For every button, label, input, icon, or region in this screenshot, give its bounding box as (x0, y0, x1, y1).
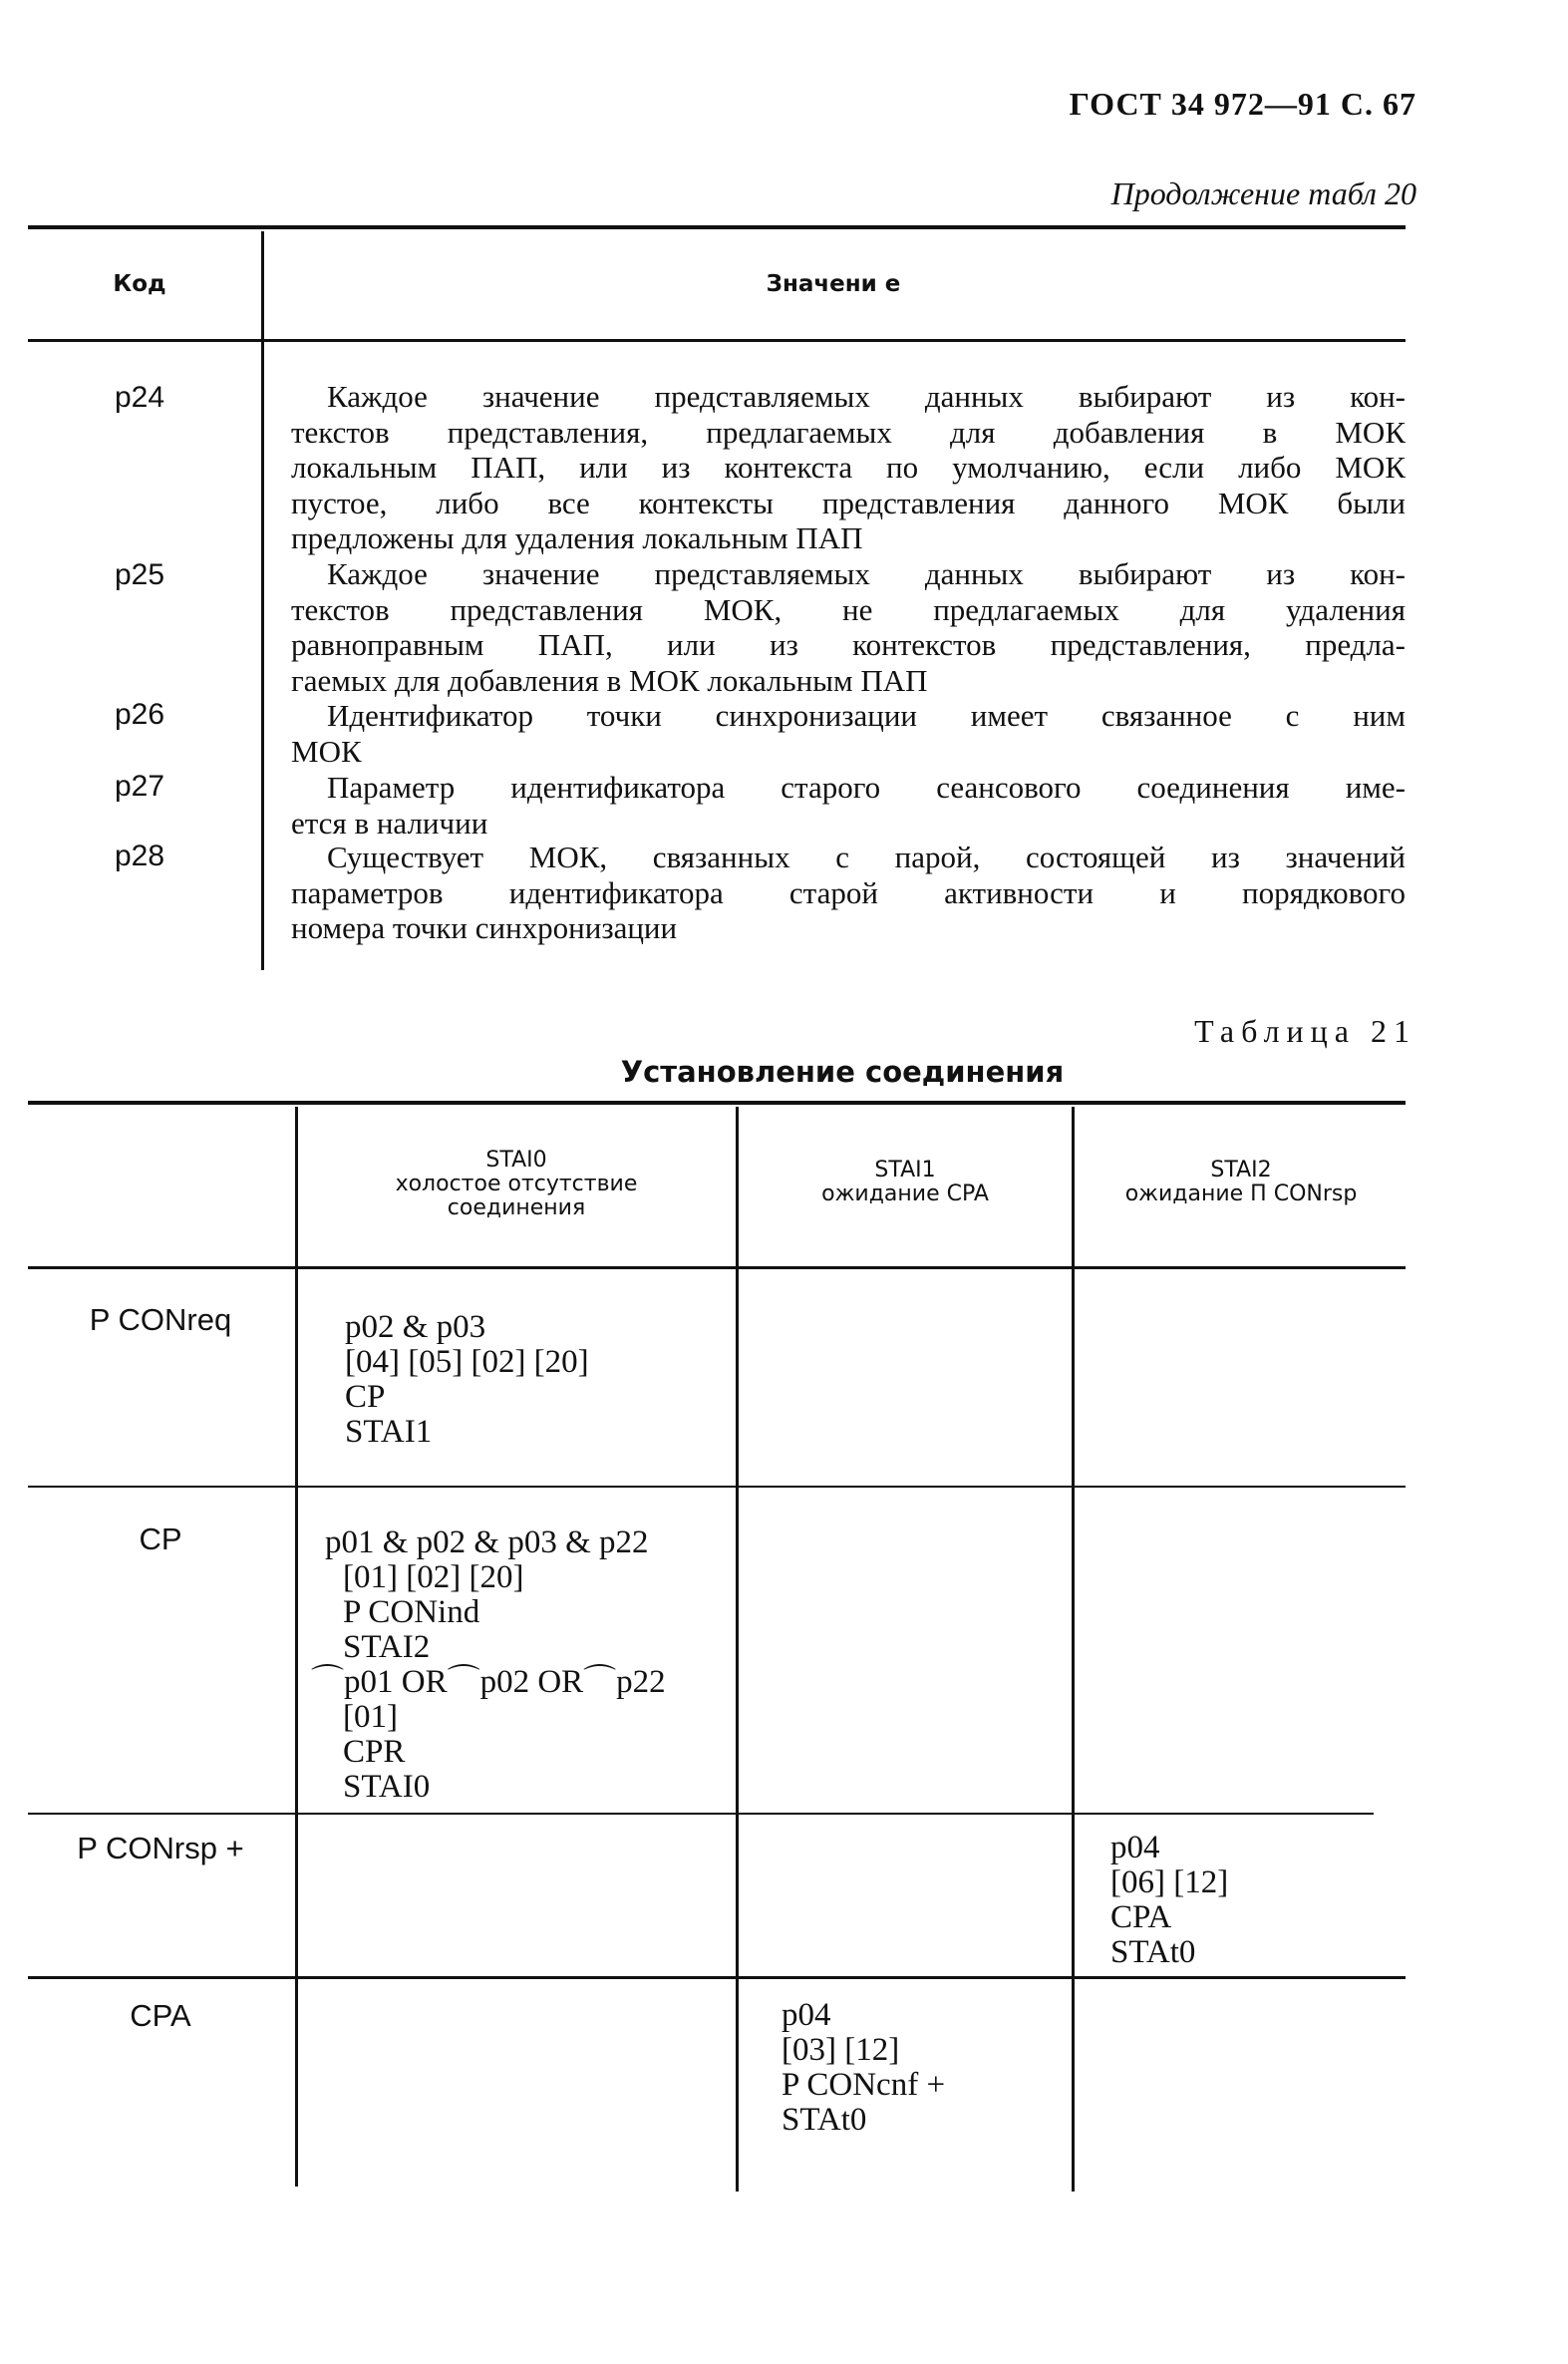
table20-value-line: локальным ПАП, или из контекста по умолчанию, если либо МОК (291, 450, 1406, 485)
table20-value-line: текстов представления, предлагаемых для добавления в МОК (291, 414, 1406, 450)
table21-cell (782, 1998, 945, 2138)
table21-cell (345, 1310, 589, 1450)
table20-header-code: Код (113, 271, 166, 297)
column-state: STAI1 (874, 1158, 936, 1182)
table20-value-line: предложены для удаления локальным ПАП (291, 520, 863, 555)
table20-header-rule (28, 339, 1406, 342)
table20-column-divider-body (261, 342, 264, 970)
table20-value-line: равноправным ПАП, или из контекстов представления, предла- (291, 627, 1406, 662)
cell-line: [01] [02] [20] (343, 1559, 524, 1595)
table20-code: p28 (114, 840, 165, 872)
table20-value (291, 840, 1406, 946)
table21-label: Таблица 21 (1194, 1013, 1416, 1049)
table20-value-line: гаемых для добавления в МОК локальным ПАП (291, 662, 928, 698)
cell-line: CPA (1110, 1899, 1172, 1935)
cell-line: STAt0 (1110, 1934, 1196, 1970)
table20-value (291, 770, 1406, 841)
column-description: ожидание П CONrsp (1124, 1182, 1358, 1206)
table20-value-line: Каждое значение представляемых данных выбирают из кон- (327, 379, 1406, 414)
column-description: холостое отсутствие (395, 1172, 638, 1196)
cell-line: CPR (343, 1734, 406, 1770)
table20-column-divider (261, 231, 264, 339)
table21-row-label: P CONrsp + (77, 1831, 244, 1865)
table21-column-divider (1072, 1107, 1075, 2192)
cell-line: P CONcnf + (782, 2067, 946, 2103)
table21-column-header (740, 1159, 1071, 1206)
cell-line: p04 (782, 1997, 831, 2033)
table21-row-rule (28, 1813, 1374, 1815)
table21-title: Установление соединения (620, 1055, 1065, 1089)
column-description: соединения (447, 1195, 586, 1220)
table20-top-rule (28, 225, 1406, 229)
table21-column-divider (295, 1107, 298, 2187)
table20-value-line: Идентификатор точки синхронизации имеет связанное с ним (327, 698, 1406, 733)
table20-code: p24 (114, 381, 165, 414)
table21-top-rule (28, 1101, 1406, 1105)
table21-row-rule (28, 1976, 1406, 1979)
table21-column-header (299, 1149, 734, 1220)
cell-line: CP (345, 1379, 386, 1415)
column-state: STAI0 (485, 1148, 547, 1173)
table21-header-rule (28, 1266, 1406, 1269)
table20-value (291, 556, 1406, 698)
table20-value-line: номера точки синхронизации (291, 910, 678, 945)
cell-line: STAI0 (343, 1769, 431, 1805)
table20-value (291, 698, 1406, 769)
cell-line: p02 & p03 (345, 1309, 486, 1345)
table21-column-header (1077, 1159, 1406, 1206)
table20-code: p27 (114, 770, 165, 803)
cell-line: [04] [05] [02] [20] (345, 1344, 589, 1380)
table20-value-line: ется в наличии (291, 805, 488, 841)
table20-header-value: Значени е (766, 271, 901, 297)
table20-value-line: Существует МОК, связанных с парой, состоящей из значений (327, 840, 1406, 874)
table20-value-line: Каждое значение представляемых данных выбирают из кон- (327, 556, 1406, 591)
cell-line: [06] [12] (1110, 1864, 1229, 1900)
cell-line: p01 & p02 & p03 & p22 (325, 1524, 649, 1560)
table20-value-line: параметров идентификатора старой активности и порядкового (291, 874, 1406, 910)
table20-value-line: МОК (291, 733, 362, 769)
table20-code: p26 (114, 698, 165, 731)
table21-column-divider (736, 1107, 739, 2192)
table20-value-line: текстов представления МОК, не предлагаемых для удаления (291, 591, 1406, 627)
table21-row-label: CPA (130, 1998, 191, 2033)
cell-line: STAI1 (345, 1414, 433, 1450)
cell-line: p04 (1110, 1830, 1160, 1865)
table21-cell (1110, 1831, 1228, 1970)
table21-cell (311, 1525, 666, 1805)
table20-value (291, 379, 1406, 556)
cell-line: STAt0 (782, 2102, 867, 2138)
table21-row-label: CP (139, 1521, 182, 1556)
table20-value-line: Параметр идентификатора старого сеансового соединения име- (327, 770, 1406, 805)
cell-line: STAI2 (343, 1629, 431, 1665)
table-continuation-label: Продолжение табл 20 (1110, 175, 1416, 211)
column-state: STAI2 (1210, 1158, 1272, 1182)
cell-line: P CONind (343, 1594, 480, 1630)
table20-code: p25 (114, 558, 165, 591)
table21-row-rule (28, 1486, 1406, 1488)
column-description: ожидание CPA (821, 1182, 989, 1206)
cell-line: ⌒p01 OR⌒p02 OR⌒p22 (311, 1664, 666, 1700)
cell-line: [03] [12] (782, 2032, 900, 2068)
table20-value-line: пустое, либо все контексты представления данного МОК были (291, 485, 1406, 520)
table21-row-label: P CONreq (89, 1302, 232, 1337)
cell-line: [01] (343, 1699, 398, 1735)
page-header: ГОСТ 34 972—91 С. 67 (1069, 86, 1416, 122)
